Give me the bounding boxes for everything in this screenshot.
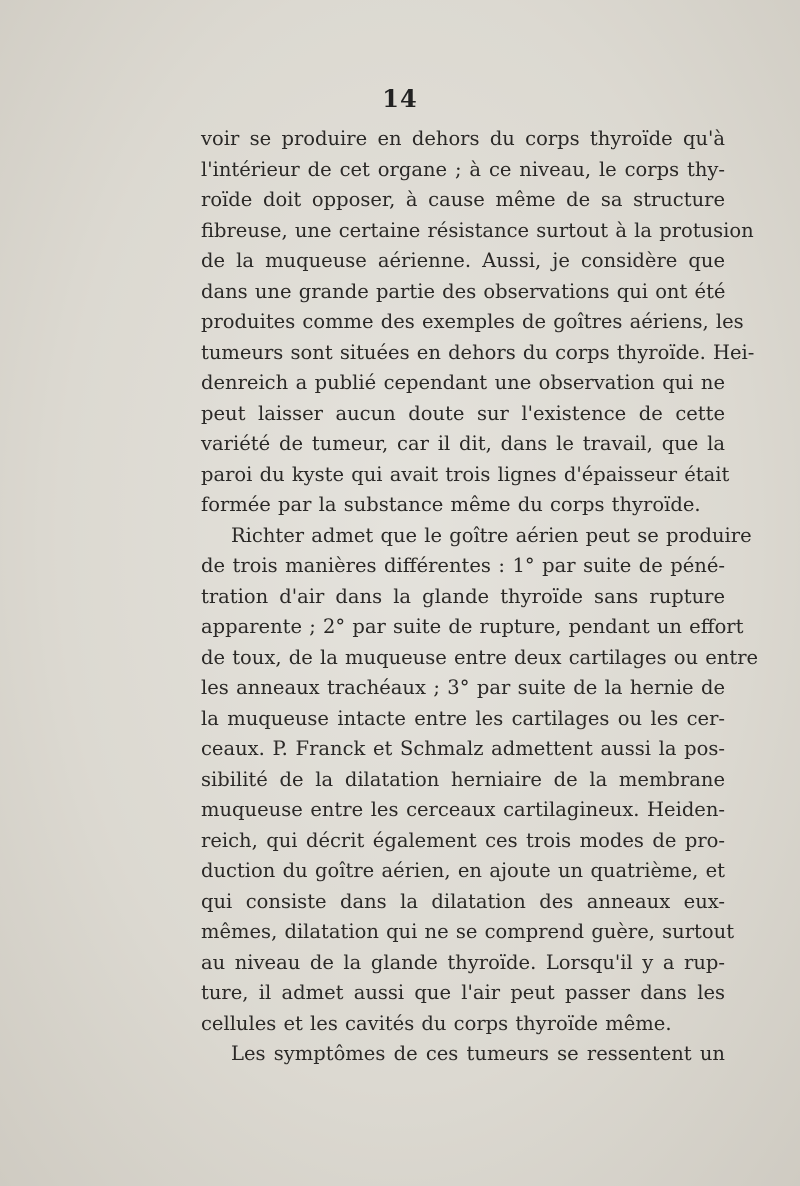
page-number: 14	[382, 84, 418, 113]
text-line: variété de tumeur, car il dit, dans le travail, que la	[201, 432, 725, 455]
text-line: de la muqueuse aérienne. Aussi, je considère que	[201, 249, 725, 272]
text-line: au niveau de la glande thyroïde. Lorsqu'il y a rup-	[201, 950, 725, 974]
text-line: ceaux. P. Franck et Schmalz admettent aussi la pos-	[201, 737, 725, 760]
text-line: sibilité de la dilatation herniaire de la membrane	[201, 767, 725, 791]
text-line: qui consiste dans la dilatation des anneaux eux-	[201, 889, 725, 913]
text-line: voir se produire en dehors du corps thyroïde qu'à	[201, 127, 725, 150]
text-line: la muqueuse intacte entre les cartilages ou les cer-	[201, 706, 725, 730]
text-line: muqueuse entre les cerceaux cartilagineux. Heiden-	[201, 798, 725, 821]
text-line: apparente ; 2° par suite de rupture, pendant un effort	[201, 615, 744, 638]
text-line: Les symptômes de ces tumeurs se ressentent un	[231, 1042, 725, 1065]
text-line: duction du goître aérien, en ajoute un quatrième, et	[201, 859, 725, 882]
text-line: fibreuse, une certaine résistance surtout à la protusion	[201, 218, 754, 242]
text-line: formée par la substance même du corps thyroïde.	[201, 493, 701, 516]
text-line: denreich a publié cependant une observation qui ne	[201, 371, 725, 394]
text-line: l'intérieur de cet organe ; à ce niveau, le corps thy-	[201, 157, 725, 181]
text-line: reich, qui décrit également ces trois modes de pro-	[201, 828, 725, 852]
text-line: produites comme des exemples de goîtres aériens, les	[201, 310, 744, 333]
text-line: de trois manières différentes : 1° par suite de péné-	[201, 554, 725, 577]
text-line: cellules et les cavités du corps thyroïde même.	[201, 1011, 672, 1035]
body-text	[201, 124, 759, 1070]
text-line: peut laisser aucun doute sur l'existence de cette	[201, 401, 725, 425]
text-line: dans une grande partie des observations qui ont été	[201, 279, 726, 303]
text-line: les anneaux trachéaux ; 3° par suite de la hernie de	[201, 676, 725, 699]
text-line: de toux, de la muqueuse entre deux cartilages ou entre	[201, 645, 759, 669]
text-line: roïde doit opposer, à cause même de sa structure	[201, 188, 725, 211]
text-line: Richter admet que le goître aérien peut se produire	[231, 523, 752, 547]
text-line: ture, il admet aussi que l'air peut passer dans les	[201, 981, 725, 1004]
text-line: tration d'air dans la glande thyroïde sans rupture	[201, 584, 725, 608]
text-line: mêmes, dilatation qui ne se comprend guère, surtout	[201, 920, 735, 943]
text-line: paroi du kyste qui avait trois lignes d'épaisseur était	[201, 462, 730, 486]
text-line: tumeurs sont situées en dehors du corps thyroïde. Hei-	[201, 340, 755, 364]
